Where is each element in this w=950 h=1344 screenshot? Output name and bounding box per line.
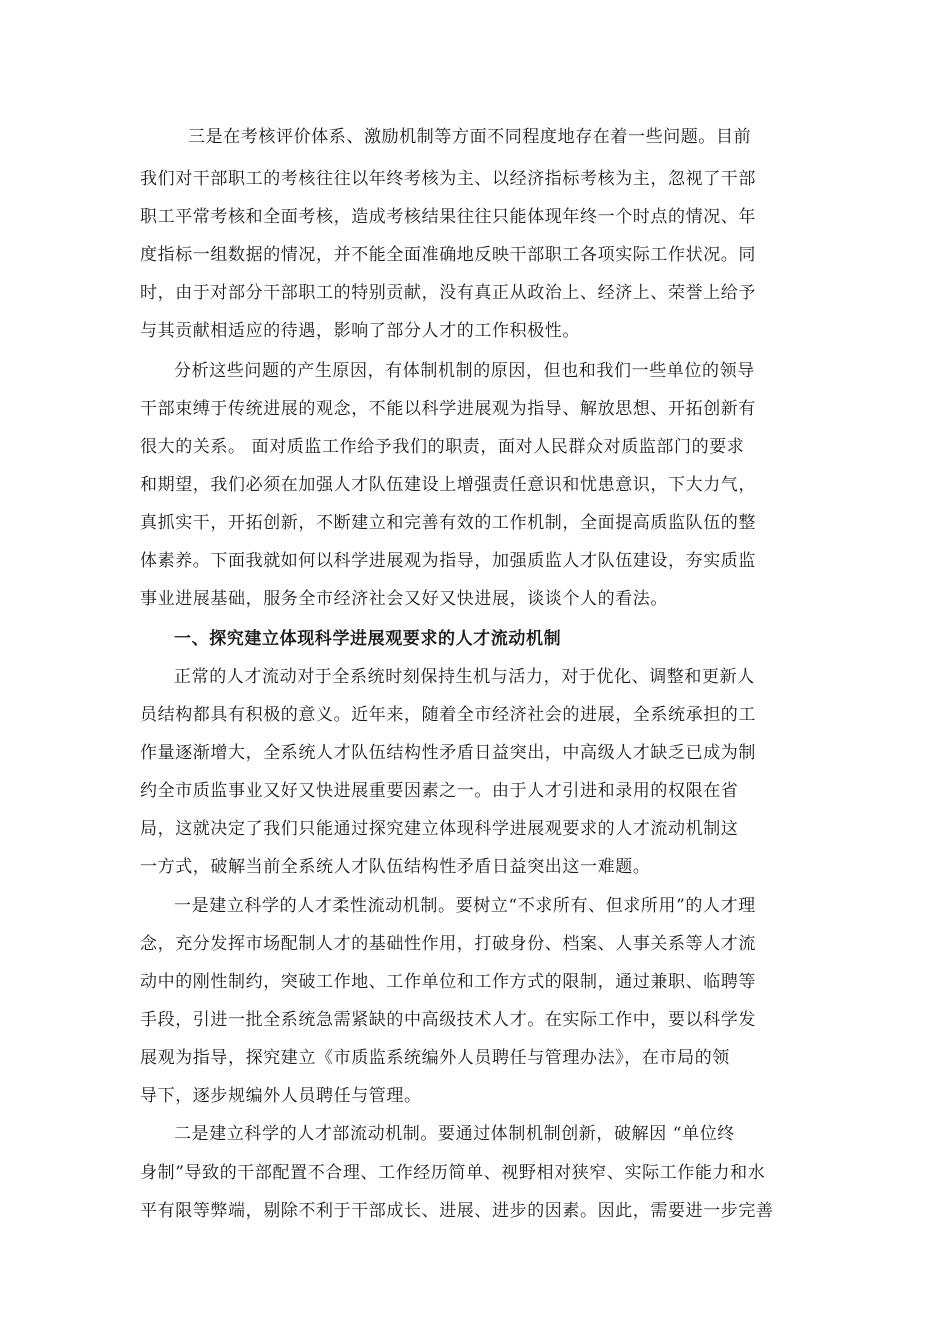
text-line: 一方式，破解当前全系统人才队伍结构性矛盾日益突出这一难题。 [140, 857, 651, 877]
text-line: 度指标一组数据的情况，并不能全面准确地反映干部职工各项实际工作状况。同 [140, 245, 756, 265]
text-line: 很大的关系。 面对质监工作给予我们的职责，面对人民群众对质监部门的要求 [140, 437, 745, 457]
text-line: 员结构都具有积极的意义。近年来，随着全市经济社会的进展，全系统承担的工 [140, 705, 756, 725]
text-line: 事业进展基础，服务全市经济社会又好又快进展，谈谈个人的看法。 [140, 589, 668, 609]
text-line: 导下，逐步规编外人员聘任与管理。 [140, 1086, 422, 1106]
text-line: 局，这就决定了我们只能通过探究建立体现科学进展观要求的人才流动机制这 [140, 819, 739, 839]
text-line: 和期望，我们必须在加强人才队伍建设上增强责任意识和忧患意识，下大力气， [140, 475, 756, 495]
text-line: 作量逐渐增大，全系统人才队伍结构性矛盾日益突出，中高级人才缺乏已成为制 [140, 743, 756, 763]
text-line: 手段，引进一批全系统急需紧缺的中高级技术人才。在实际工作中，要以科学发 [140, 1010, 756, 1030]
text-line: 身制”导致的干部配置不合理、工作经历简单、视野相对狭窄、实际工作能力和水 [140, 1163, 766, 1183]
text-line: 展观为指导，探究建立《市质监系统编外人员聘任与管理办法》，在市局的领 [140, 1048, 730, 1068]
text-line: 约全市质监事业又好又快进展重要因素之一。由于人才引进和录用的权限在省 [140, 781, 739, 801]
text-line: 干部束缚于传统进展的观念，不能以科学进展观为指导、解放思想、开拓创新有 [140, 399, 756, 419]
text-line: 分析这些问题的产生原因，有体制机制的原因，但也和我们一些单位的领导 [174, 361, 755, 381]
text-line: 职工平常考核和全面考核，造成考核结果往往只能体现年终一个时点的情况、年 [140, 207, 756, 227]
text-line: 念，充分发挥市场配制人才的基础性作用，打破身份、档案、人事关系等人才流 [140, 934, 756, 954]
text-line: 与其贡献相适应的待遇，影响了部分人才的工作积极性。 [140, 321, 580, 341]
text-line: 真抓实干，开拓创新，不断建立和完善有效的工作机制，全面提高质监队伍的整 [140, 513, 756, 533]
section-heading: 一、探究建立体现科学进展观要求的人才流动机制 [174, 629, 562, 649]
text-line: 动中的刚性制约，突破工作地、工作单位和工作方式的限制，通过兼职、临聘等 [140, 972, 756, 992]
text-line: 平有限等弊端，剔除不利于干部成长、进展、进步的因素。因此，需要进一步完善 [140, 1201, 774, 1221]
text-line: 体素养。下面我就如何以科学进展观为指导，加强质监人才队伍建设，夯实质监 [140, 551, 756, 571]
text-line: 三是在考核评价体系、激励机制等方面不同程度地存在着一些问题。目前 [188, 127, 752, 147]
text-line: 二是建立科学的人才部流动机制。要通过体制机制创新，破解因 “单位终 [174, 1124, 735, 1144]
text-line: 时，由于对部分干部职工的特别贡献，没有真正从政治上、经济上、荣誉上给予 [140, 283, 756, 303]
text-line: 我们对干部职工的考核往往以年终考核为主、以经济指标考核为主，忽视了干部 [140, 169, 756, 189]
text-line: 一是建立科学的人才柔性流动机制。要树立“不求所有、但求所用”的人才理 [174, 896, 756, 916]
text-line: 正常的人才流动对于全系统时刻保持生机与活力，对于优化、调整和更新人 [174, 667, 755, 687]
